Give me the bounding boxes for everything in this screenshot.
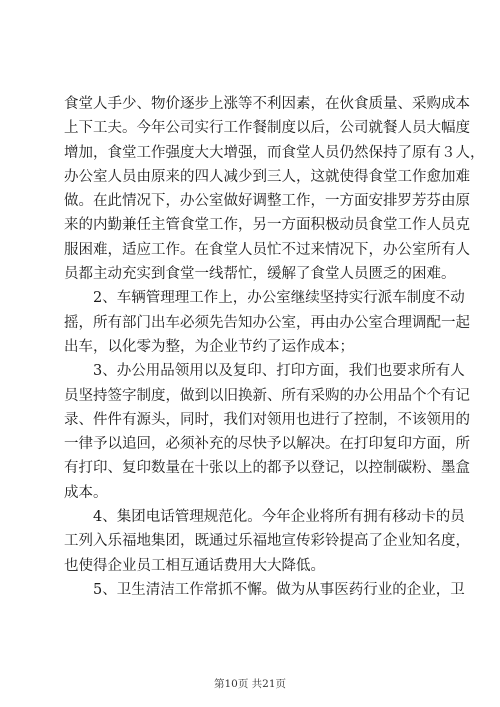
text-line: 录、件件有源头，同时，我们对领用也进行了控制，不该领用的 — [64, 411, 470, 428]
text-line: 员都主动充实到食堂一线帮忙，缓解了食堂人员匮乏的困难。 — [64, 266, 456, 283]
text-line: 食堂人手少、物价逐步上涨等不利因素，在伙食质量、采购成本 — [64, 96, 470, 112]
text-line: 服困难，适应工作。在食堂人员忙不过来情况下，办公室所有人 — [64, 241, 470, 258]
paragraph-first-line: 4、集团电话管理规范化。今年企业将所有拥有移动卡的员 — [93, 509, 465, 526]
text-line: 来的内勤兼任主管食堂工作，另一方面积极动员食堂工作人员克 — [64, 217, 470, 234]
page-footer — [0, 676, 500, 691]
text-line: 做。在此情况下，办公室做好调整工作，一方面安排罗芳芬由原 — [64, 193, 470, 210]
text-line: 办公室人员由原来的四人减少到三人，这就使得食堂工作愈加难 — [64, 168, 470, 185]
text-line: 一律予以追回，必须补充的尽快予以解决。在打印复印方面，所 — [64, 436, 470, 453]
paragraph-first-line: 3、办公用品领用以及复印、打印方面，我们也要求所有人 — [93, 363, 465, 380]
text-line: 出车，以化零为整，为企业节约了运作成本； — [64, 338, 354, 355]
text-line: 也使得企业员工相互通话费用大大降低。 — [64, 557, 325, 574]
text-line: 有打印、复印数量在十张以上的都予以登记，以控制碳粉、墨盒 — [64, 460, 470, 477]
paragraph-first-line: 5、卫生清洁工作常抓不懈。做为从事医药行业的企业，卫 — [93, 581, 465, 598]
text-line: 工列入乐福地集团，既通过乐福地宣传彩铃提高了企业知名度， — [64, 533, 470, 550]
paragraph-first-line: 2、车辆管理理工作上，办公室继续坚持实行派车制度不动 — [93, 290, 465, 307]
text-line: 员坚持签字制度，做到以旧换新、所有采购的办公用品个个有记 — [64, 387, 470, 404]
body-text — [64, 92, 485, 602]
text-line: 上下工夫。今年公司实行工作餐制度以后，公司就餐人员大幅度 — [64, 120, 470, 137]
text-line: 成本。 — [64, 484, 108, 501]
text-line: 增加，食堂工作强度大大增强，而食堂人员仍然保持了原有３人， — [64, 144, 485, 161]
page-number-label: 第10页 共21页 — [213, 678, 287, 690]
text-line: 摇，所有部门出车必须先告知办公室，再由办公室合理调配一起 — [64, 314, 470, 331]
